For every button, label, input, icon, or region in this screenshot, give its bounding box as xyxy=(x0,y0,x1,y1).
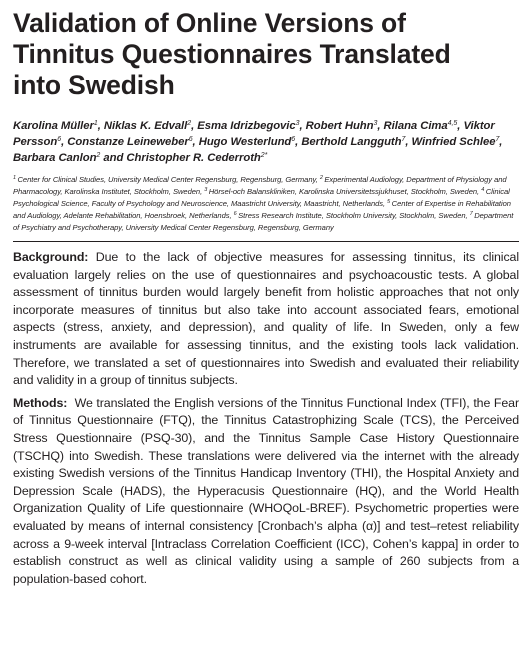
affiliation-number: 7 xyxy=(469,211,473,217)
author-affiliation-marker: 2 xyxy=(187,120,192,127)
article-page xyxy=(13,0,523,593)
background-text: Due to the lack of objective measures for assessing tinnitus, its clinical evaluation largely relies on the use of questionnaires and psychoacoustic tests. A global assessment of tinnitus burden would largely benefit from holistic approaches that not only incorporate measures of tinnitus but also take into account associated fears, emotional aspects (stress, anxiety, and depression), and quality of life. In Sweden, only a few instruments are available for assessing tinnitus, and the existing tools lack validation. Therefore, we translated a set of questionnaires into Swedish and evaluated their reliability and validity in a group of tinnitus subjects. xyxy=(13,250,519,388)
affiliation-text: Experimental Audiology, Department of Physiology and Pharmacology, Karolinska Institutet, Stockholm, Sweden, xyxy=(13,175,507,196)
author-separator: , xyxy=(192,136,199,148)
author-separator: and xyxy=(100,152,127,164)
author-name: Esma Idrizbegovic xyxy=(197,120,296,132)
author-separator: , xyxy=(299,120,306,132)
title-line-3: into Swedish xyxy=(13,70,175,100)
author-name: Viktor Persson xyxy=(13,120,495,148)
author-separator: , xyxy=(405,136,412,148)
author-separator: , xyxy=(499,136,506,148)
affiliation-text: Center for Clinical Studies, University Medical Center Regensburg, Regensburg, Germany, xyxy=(17,175,320,184)
author-affiliation-marker: 2 xyxy=(96,152,101,159)
author-name: Robert Huhn xyxy=(305,120,374,132)
author-name: Hugo Westerlund xyxy=(198,136,292,148)
author-separator: , xyxy=(191,120,198,132)
affiliation-number: 2 xyxy=(319,175,323,181)
affiliation-number: 3 xyxy=(204,187,208,193)
author-affiliation-marker: 3 xyxy=(295,120,300,127)
author-name: Christopher R. Cederroth xyxy=(126,152,261,164)
affiliation-number: 4 xyxy=(481,187,485,193)
article-title xyxy=(13,8,519,101)
author-separator: , xyxy=(295,136,302,148)
author-affiliation-marker: 6 xyxy=(188,136,193,143)
background-label: Background: xyxy=(13,250,89,264)
author-separator: , xyxy=(97,120,104,132)
affiliation-number: 5 xyxy=(387,199,391,205)
affiliation-number: 1 xyxy=(13,175,17,181)
author-name: Karolina Müller xyxy=(13,120,94,132)
author-affiliation-marker: 7 xyxy=(495,136,500,143)
title-line-1: Validation of Online Versions of xyxy=(13,8,406,38)
affiliation-text: Department of Psychiatry and Psychotherapy, University Medical Center Regensburg, Regensburg, Germany xyxy=(13,211,514,232)
methods-text: We translated the English versions of the Tinnitus Functional Index (TFI), the Fear of Tinnitus Questionnaire (FTQ), the Tinnitus Catastrophizing Scale (TCS), the Perceived Stress Questionnaire (PSQ-30), and the Tinnitus Sample Case History Questionnaire (TSCHQ) into Swedish. These translations were delivered via the internet with the already existing Swedish versions of the Tinnitus Handicap Inventory (THI), the Hospital Anxiety and Depression Scale (HADS), the Hyperacusis Questionnaire (HQ), and the World Health Organization Quality of Life questionnaire (WHOQoL-BREF). Psychometric properties were evaluated by means of internal consistency [Cronbach’s alpha (α)] and test–retest reliability across a 9-week interval [Intraclass Correlation Coefficient (ICC), Cohen’s kappa] in order to establish construct as well as clinical validity using a sample of 260 subjects from a population-based cohort. xyxy=(13,395,523,586)
author-name: Winfried Schlee xyxy=(411,136,496,148)
section-divider xyxy=(13,241,519,242)
affiliation-text: Hörsel-och Balanskliniken, Karolinska Universitetssjukhuset, Stockholm, Sweden, xyxy=(208,187,482,196)
author-affiliation-marker: 1 xyxy=(93,120,98,127)
author-name: Constanze Leineweber xyxy=(67,136,189,148)
abstract-methods xyxy=(13,395,523,589)
author-name: Rilana Cima xyxy=(383,120,448,132)
affiliation-text: Clinical Psychological Science, Faculty of Psychology and Neuroscience, Maastricht University, Maastricht, Netherlands, xyxy=(13,187,510,208)
author-affiliation-marker: 3 xyxy=(373,120,378,127)
author-affiliation-marker: 7 xyxy=(401,136,406,143)
author-list xyxy=(13,118,519,166)
author-affiliation-marker: 6 xyxy=(57,136,62,143)
abstract xyxy=(13,249,523,588)
author-affiliation-marker: 4,5 xyxy=(447,120,458,127)
abstract-background xyxy=(13,249,519,390)
affiliation-number: 6 xyxy=(233,211,237,217)
author-name: Barbara Canlon xyxy=(13,152,97,164)
author-affiliation-marker: 6 xyxy=(291,136,296,143)
methods-label: Methods: xyxy=(13,395,68,410)
affiliation-list xyxy=(13,174,519,234)
author-separator: , xyxy=(377,120,384,132)
affiliation-text: Stress Research Institute, Stockholm University, Stockholm, Sweden, xyxy=(238,211,470,220)
author-name: Niklas K. Edvall xyxy=(103,120,188,132)
author-separator: , xyxy=(457,120,464,132)
affiliation-text: Center of Expertise in Rehabilitation and Audiology, Adelante Rehabilitation, Hoensbroek, Netherlands, xyxy=(13,199,511,220)
author-name: Berthold Langguth xyxy=(301,136,402,148)
author-affiliation-marker: 2* xyxy=(260,152,268,159)
author-separator: , xyxy=(61,136,68,148)
title-line-2: Tinnitus Questionnaires Translated xyxy=(13,39,451,69)
